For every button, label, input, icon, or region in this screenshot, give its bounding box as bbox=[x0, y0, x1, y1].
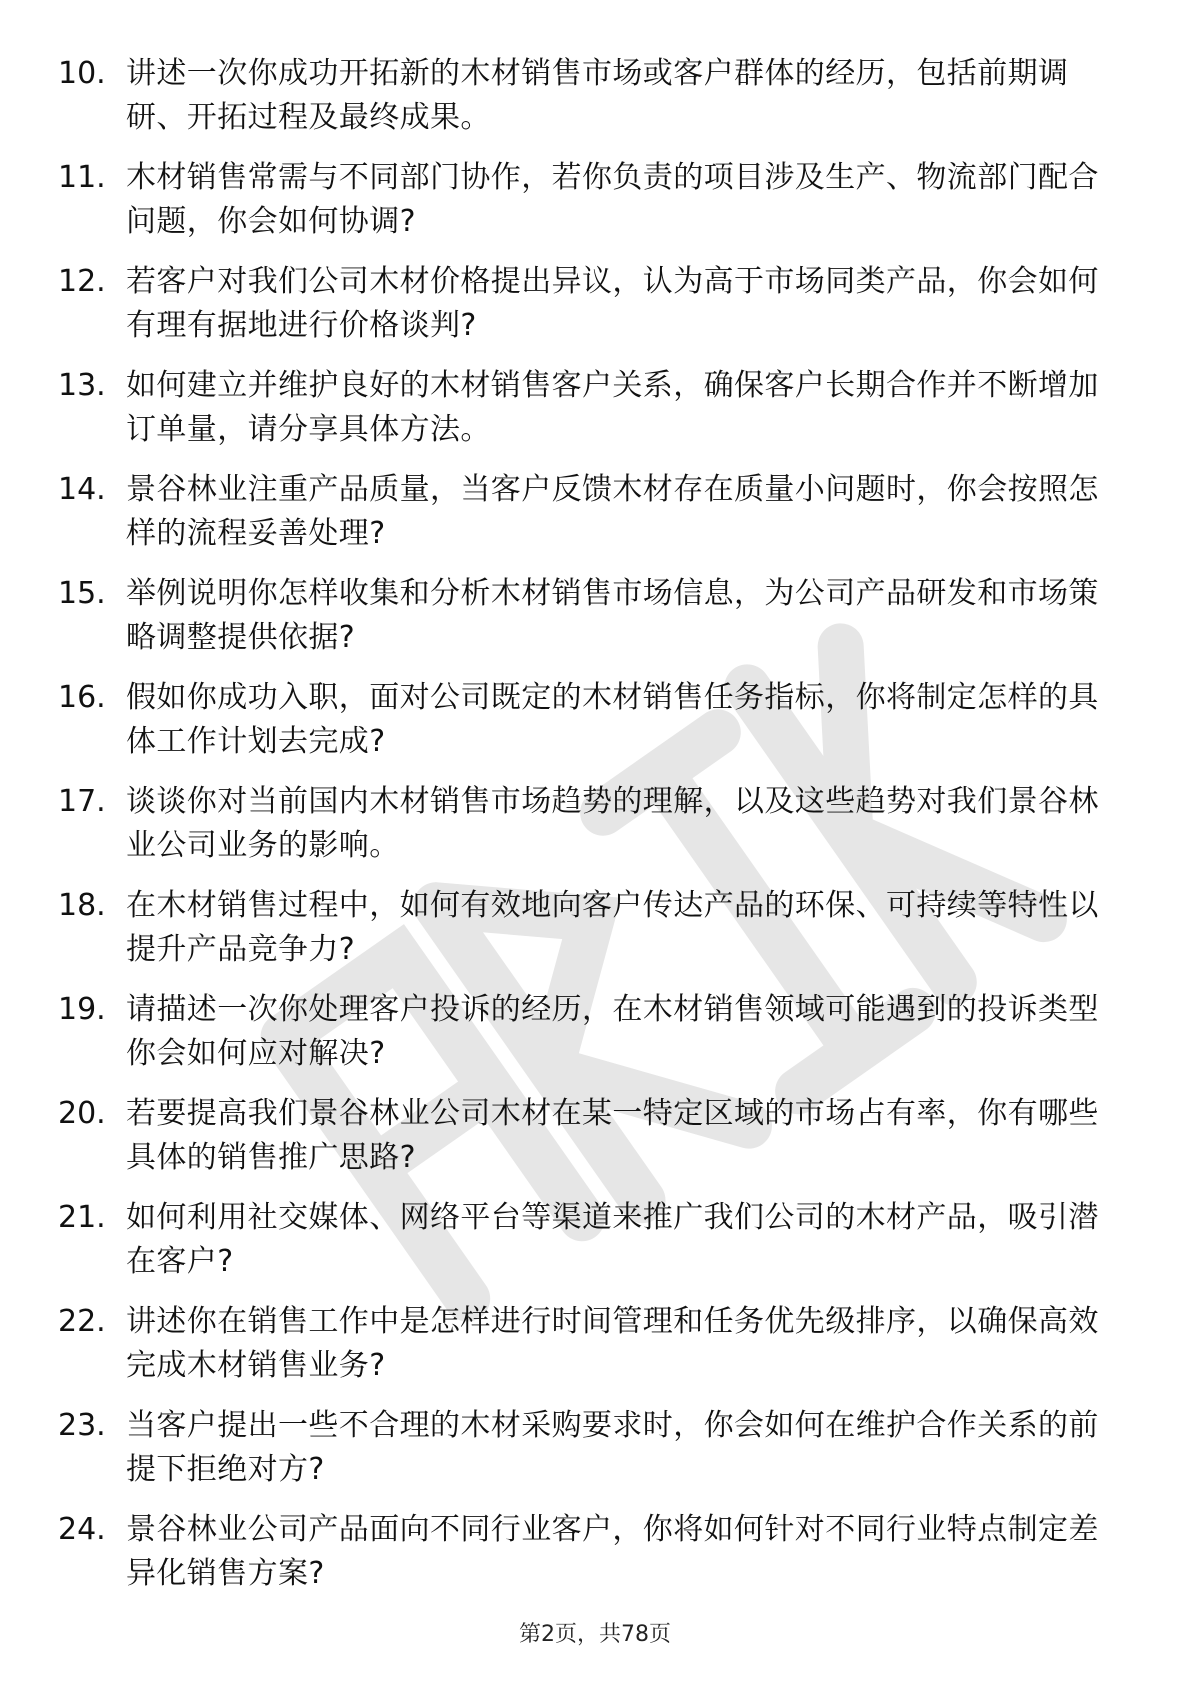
list-item bbox=[58, 676, 1108, 780]
question-number: 19. bbox=[58, 992, 106, 1027]
question-number: 21. bbox=[58, 1200, 106, 1235]
question-text: 若要提高我们景谷林业公司木材在某一特定区域的市场占有率，你有哪些具体的销售推广思路? bbox=[126, 1096, 1099, 1175]
question-number: 10. bbox=[58, 56, 106, 91]
question-number: 22. bbox=[58, 1304, 106, 1339]
list-item bbox=[58, 52, 1108, 156]
list-item bbox=[58, 260, 1108, 364]
list-item bbox=[58, 156, 1108, 260]
list-item bbox=[58, 468, 1108, 572]
question-text: 如何建立并维护良好的木材销售客户关系，确保客户长期合作并不断增加订单量，请分享具体方法。 bbox=[126, 368, 1099, 447]
list-item bbox=[58, 1300, 1108, 1404]
question-text: 景谷林业公司产品面向不同行业客户，你将如何针对不同行业特点制定差异化销售方案? bbox=[126, 1512, 1099, 1591]
question-text: 假如你成功入职，面对公司既定的木材销售任务指标，你将制定怎样的具体工作计划去完成? bbox=[126, 680, 1099, 759]
question-list bbox=[58, 52, 1108, 1612]
question-text: 木材销售常需与不同部门协作，若你负责的项目涉及生产、物流部门配合问题，你会如何协调? bbox=[126, 160, 1099, 239]
list-item bbox=[58, 1508, 1108, 1612]
question-number: 11. bbox=[58, 160, 106, 195]
question-number: 20. bbox=[58, 1096, 106, 1131]
list-item bbox=[58, 1196, 1108, 1300]
page-footer: 第2页，共78页 bbox=[519, 1622, 671, 1647]
question-number: 15. bbox=[58, 576, 106, 611]
question-text: 在木材销售过程中，如何有效地向客户传达产品的环保、可持续等特性以提升产品竞争力? bbox=[126, 888, 1099, 967]
question-number: 23. bbox=[58, 1408, 106, 1443]
question-text: 当客户提出一些不合理的木材采购要求时，你会如何在维护合作关系的前提下拒绝对方? bbox=[126, 1408, 1099, 1487]
question-text: 讲述一次你成功开拓新的木材销售市场或客户群体的经历，包括前期调研、开拓过程及最终成果。 bbox=[126, 56, 1069, 135]
question-number: 17. bbox=[58, 784, 106, 819]
question-text: 若客户对我们公司木材价格提出异议，认为高于市场同类产品，你会如何有理有据地进行价格谈判? bbox=[126, 264, 1099, 343]
question-number: 14. bbox=[58, 472, 106, 507]
list-item bbox=[58, 780, 1108, 884]
question-text: 举例说明你怎样收集和分析木材销售市场信息，为公司产品研发和市场策略调整提供依据? bbox=[126, 576, 1099, 655]
list-item bbox=[58, 364, 1108, 468]
question-text: 讲述你在销售工作中是怎样进行时间管理和任务优先级排序，以确保高效完成木材销售业务? bbox=[126, 1304, 1099, 1383]
question-number: 18. bbox=[58, 888, 106, 923]
list-item bbox=[58, 572, 1108, 676]
question-text: 如何利用社交媒体、网络平台等渠道来推广我们公司的木材产品，吸引潜在客户? bbox=[126, 1200, 1099, 1279]
question-text: 请描述一次你处理客户投诉的经历，在木材销售领域可能遇到的投诉类型你会如何应对解决? bbox=[126, 992, 1099, 1071]
question-text: 景谷林业注重产品质量，当客户反馈木材存在质量小问题时，你会按照怎样的流程妥善处理? bbox=[126, 472, 1099, 551]
list-item bbox=[58, 884, 1108, 988]
question-number: 24. bbox=[58, 1512, 106, 1547]
list-item bbox=[58, 988, 1108, 1092]
question-number: 16. bbox=[58, 680, 106, 715]
question-number: 13. bbox=[58, 368, 106, 403]
list-item bbox=[58, 1404, 1108, 1508]
question-text: 谈谈你对当前国内木材销售市场趋势的理解，以及这些趋势对我们景谷林业公司业务的影响。 bbox=[126, 784, 1099, 863]
list-item bbox=[58, 1092, 1108, 1196]
question-number: 12. bbox=[58, 264, 106, 299]
